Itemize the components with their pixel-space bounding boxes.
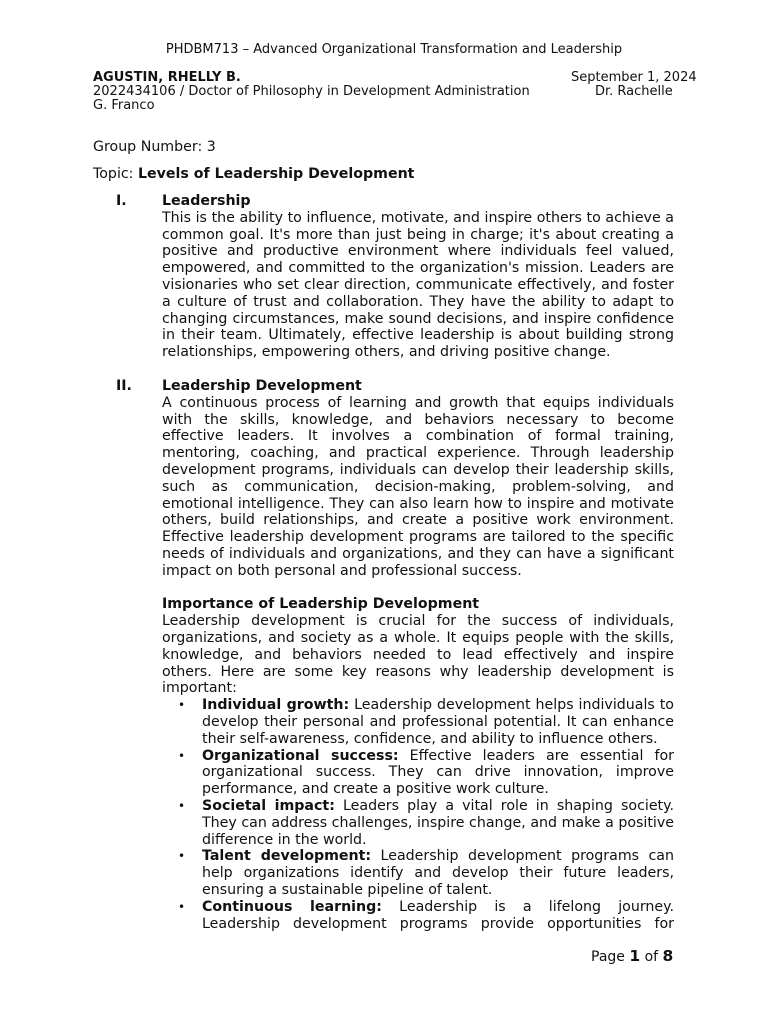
page-number (591, 948, 673, 966)
list-item-term: Individual growth: (202, 697, 350, 714)
section-title: Leadership (162, 193, 251, 209)
list-item-term: Talent development: (202, 848, 372, 865)
bullet-glyph: • (178, 748, 186, 763)
list-item-text: Effective leaders are essential for organizational success. They can drive innovation, improve performance, and create a positive work culture. (202, 747, 674, 798)
importance-list (162, 697, 674, 932)
topic-label: Topic: (93, 166, 138, 182)
topic-title: Levels of Leadership Development (137, 166, 415, 182)
section-body: A continuous process of learning and growth that equips individuals with the skills, knowledge, and behaviors necessary to become effective leaders. It involves a combination of formal training, mentoring, coaching, and practical experience. Through leadership development programs, individuals can develop their leadership skills, such as communication, decision-making, problem-solving, and emotional intelligence. They can also learn how to inspire and motivate others, build relationships, and create a positive work environment. Effective leadership development programs are tailored to the specific needs of individuals and organizations, and they can have a significant impact on both personal and professional success. (162, 394, 674, 579)
group-number: Group Number: 3 (93, 139, 216, 155)
list-item (162, 748, 674, 798)
bullet-glyph: • (178, 849, 186, 864)
bullet-glyph: • (178, 798, 186, 813)
subsection-intro: Leadership development is crucial for the success of individuals, organizations, and society as a whole. It equips people with the skills, knowledge, and behaviors needed to lead effectively and inspire others. Here are some key reasons why leadership development is important: (162, 613, 674, 697)
student-id-program: 2022434106 / Doctor of Philosophy in Development Administration (93, 84, 530, 99)
list-item-text: Leaders play a vital role in shaping society. They can address challenges, inspire change, and make a positive difference in the world. (202, 797, 674, 848)
list-item-text: Leadership development helps individuals to develop their personal and professional potential. It can enhance their self-awareness, confidence, and ability to influence others. (202, 697, 674, 747)
section-number: I. (116, 193, 127, 209)
bullet-glyph: • (178, 698, 186, 713)
advisor-name-line1: Dr. Rachelle (595, 84, 673, 99)
section-leadership (162, 193, 674, 361)
section-leadership-development (162, 378, 674, 932)
page-label: Page (591, 949, 630, 965)
advisor-name-line2: G. Franco (93, 98, 155, 113)
topic-line (93, 166, 414, 183)
section-number: II. (116, 378, 132, 394)
list-item-text: Leadership is a lifelong journey. Leadership development programs provide opportunities for (202, 898, 674, 932)
document-date: September 1, 2024 (571, 70, 697, 85)
list-item (162, 798, 674, 848)
bullet-glyph: • (178, 899, 186, 914)
spacer (162, 580, 674, 597)
list-item (162, 697, 674, 747)
course-title: PHDBM713 – Advanced Organizational Transformation and Leadership (165, 42, 623, 57)
list-item (162, 848, 674, 898)
student-name: AGUSTIN, RHELLY B. (93, 70, 241, 85)
list-item (162, 899, 674, 933)
total-pages: 8 (662, 947, 674, 965)
list-item-term: Continuous learning: (202, 898, 382, 915)
current-page: 1 (629, 947, 641, 965)
section-body: This is the ability to influence, motivate, and inspire others to achieve a common goal. It's more than just being in charge; it's about creating a positive and productive environment where individuals feel valued, empowered, and committed to the organization's mission. Leaders are visionaries who set clear direction, communicate effectively, and foster a culture of trust and collaboration. They have the ability to adapt to changing circumstances, make sound decisions, and inspire confidence in their team. Ultimately, effective leadership is about building strong relationships, empowering others, and driving positive change. (162, 209, 674, 361)
list-item-term: Organizational success: (202, 747, 399, 764)
section-title: Leadership Development (162, 378, 362, 394)
of-label: of (640, 949, 663, 965)
list-item-term: Societal impact: (202, 797, 335, 814)
list-item-text: Leadership development programs can help organizations identify and develop their future leaders, ensuring a sustainable pipeline of talent. (202, 848, 674, 898)
subsection-title: Importance of Leadership Development (162, 596, 480, 613)
